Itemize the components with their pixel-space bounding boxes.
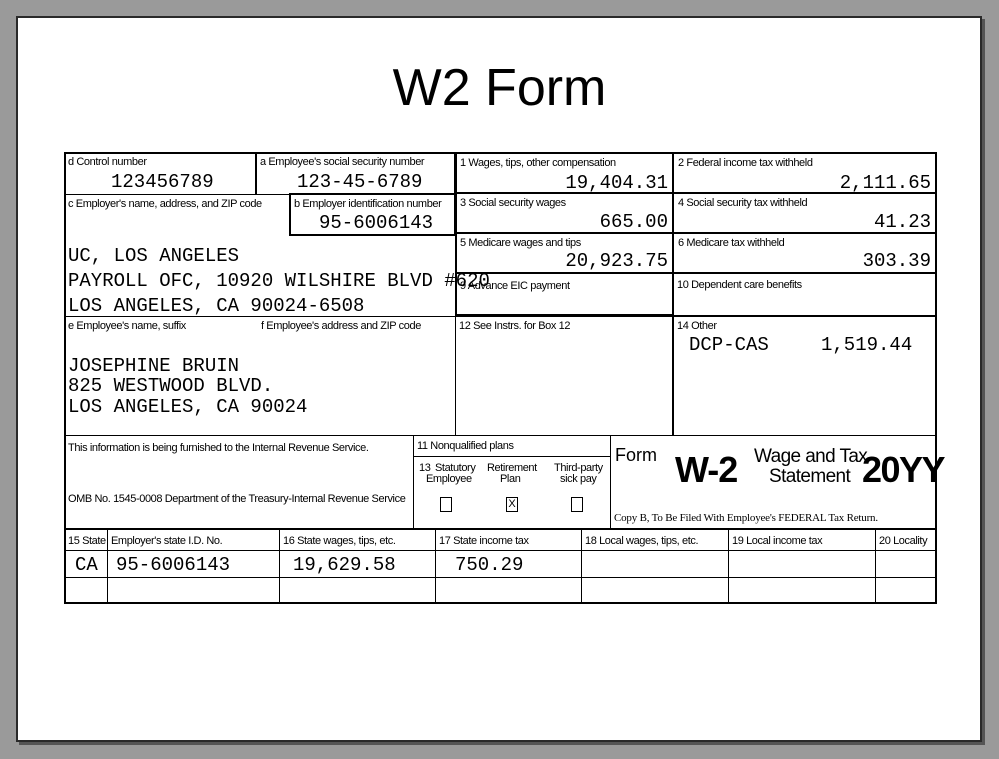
box-b-label: b Employer identification number (294, 198, 442, 210)
statement-line-2: Statement (769, 466, 851, 487)
box-4 (672, 192, 937, 234)
state-wages-cell-2 (279, 577, 436, 604)
box-20-header (875, 529, 937, 551)
retirement-plan-checkbox[interactable]: X (506, 497, 518, 512)
form-name: W-2 (675, 449, 738, 490)
box-15-header (64, 529, 108, 551)
box-19-label: 19 Local income tax (732, 535, 823, 547)
box-3-label: 3 Social security wages (460, 197, 566, 209)
box-17-header (435, 529, 582, 551)
form-word: Form (615, 445, 657, 465)
third-party-sick-pay-checkbox[interactable] (571, 497, 583, 512)
locality-cell (875, 550, 937, 578)
box-13-retirement-2: Plan (500, 473, 521, 485)
box-13-thirdparty-2: sick pay (560, 473, 597, 485)
box-c-label: c Employer's name, address, and ZIP code (68, 198, 262, 210)
box-a-label: a Employee's social security number (260, 156, 425, 168)
employee-address-1: 825 WESTWOOD BLVD. (68, 375, 274, 397)
box-3-value: 665.00 (599, 211, 668, 233)
box-11 (413, 435, 611, 457)
box-14-code: DCP-CAS (689, 334, 769, 356)
state-wages-cell (279, 550, 436, 578)
box-6-value: 303.39 (862, 250, 931, 272)
box-d-label: d Control number (68, 156, 147, 168)
box-19-header (728, 529, 876, 551)
box-13-statutory-2: Employee (426, 473, 472, 485)
box-14-label: 14 Other (677, 320, 717, 332)
employee-name: JOSEPHINE BRUIN (68, 355, 240, 377)
state-id: 95-6006143 (116, 554, 231, 576)
box-2-label: 2 Federal income tax withheld (678, 157, 813, 169)
employer-line-2: PAYROLL OFC, 10920 WILSHIRE BLVD #620 (68, 270, 490, 292)
box-f-label: f Employee's address and ZIP code (261, 320, 421, 332)
statutory-employee-checkbox[interactable] (440, 497, 452, 512)
employee-ssn: 123-45-6789 (297, 171, 423, 193)
form-title-block (610, 435, 945, 529)
box-18-header (581, 529, 729, 551)
box-13 (413, 456, 611, 529)
box-15-label: 15 State (68, 535, 106, 547)
box-5 (455, 232, 674, 274)
state-id-cell (107, 550, 280, 578)
box-4-value: 41.23 (873, 211, 931, 233)
state-tax: 750.29 (455, 554, 524, 576)
box-10 (672, 272, 937, 316)
state-id-cell-2 (107, 577, 280, 604)
copy-note: Copy B, To Be Filed With Employee's FEDERAL Tax Return. (614, 512, 878, 524)
box-13-retirement-1: Retirement (487, 462, 537, 474)
box-16-header (279, 529, 436, 551)
box-5-value: 20,923.75 (565, 250, 668, 272)
box-14-value: 1,519.44 (821, 334, 913, 356)
box-17-label: 17 State income tax (439, 535, 529, 547)
box-12 (455, 316, 674, 436)
omb-note: OMB No. 1545-0008 Department of the Treasury-Internal Revenue Service (68, 493, 406, 505)
locality-cell-2 (875, 577, 937, 604)
control-number: 123456789 (111, 171, 214, 193)
box-b (289, 193, 456, 236)
state-cell (64, 550, 108, 578)
box-d (64, 152, 256, 195)
local-tax-cell (728, 550, 876, 578)
employer-line-1: UC, LOS ANGELES (68, 245, 240, 267)
employee-address-2: LOS ANGELES, CA 90024 (68, 396, 308, 418)
box-e-label: e Employee's name, suffix (68, 320, 186, 332)
box-11-label: 11 Nonqualified plans (417, 440, 514, 452)
local-wages-cell (581, 550, 729, 578)
page-title: W2 Form (392, 59, 607, 117)
local-tax-cell-2 (728, 577, 876, 604)
box-15b-header (107, 529, 280, 551)
employer-ein: 95-6006143 (319, 212, 434, 234)
irs-note: This information is being furnished to the Internal Revenue Service. (68, 442, 369, 454)
box-12-label: 12 See Instrs. for Box 12 (459, 320, 571, 332)
box-1 (455, 152, 674, 194)
box-6 (672, 232, 937, 274)
local-wages-cell-2 (581, 577, 729, 604)
box-9-label: 9 Advance EIC payment (460, 280, 570, 292)
box-10-label: 10 Dependent care benefits (677, 279, 802, 291)
box-1-value: 19,404.31 (565, 172, 668, 194)
box-6-label: 6 Medicare tax withheld (678, 237, 785, 249)
state-cell-2 (64, 577, 108, 604)
tax-year: 20YY (862, 449, 945, 490)
box-15b-label: Employer's state I.D. No. (111, 535, 223, 547)
state-wages: 19,629.58 (293, 554, 396, 576)
box-5-label: 5 Medicare wages and tips (460, 237, 581, 249)
box-a (256, 152, 455, 195)
box-e-f (64, 316, 456, 436)
statement-line-1: Wage and Tax (754, 446, 868, 467)
box-13-statutory-1: Statutory (435, 462, 476, 474)
state-code: CA (75, 554, 98, 576)
box-2-value: 2,111.65 (839, 172, 931, 194)
box-18-label: 18 Local wages, tips, etc. (585, 535, 699, 547)
box-2 (672, 152, 937, 194)
box-4-label: 4 Social security tax withheld (678, 197, 808, 209)
box-13-number: 13 (419, 462, 431, 474)
box-14 (672, 316, 937, 436)
box-16-label: 16 State wages, tips, etc. (283, 535, 396, 547)
irs-info (64, 435, 414, 529)
box-3 (455, 192, 674, 234)
state-tax-cell (435, 550, 582, 578)
employer-line-3: LOS ANGELES, CA 90024-6508 (68, 295, 365, 317)
box-1-label: 1 Wages, tips, other compensation (460, 157, 616, 169)
state-tax-cell-2 (435, 577, 582, 604)
box-20-label: 20 Locality (879, 535, 928, 547)
box-13-thirdparty-1: Third-party (554, 462, 603, 474)
